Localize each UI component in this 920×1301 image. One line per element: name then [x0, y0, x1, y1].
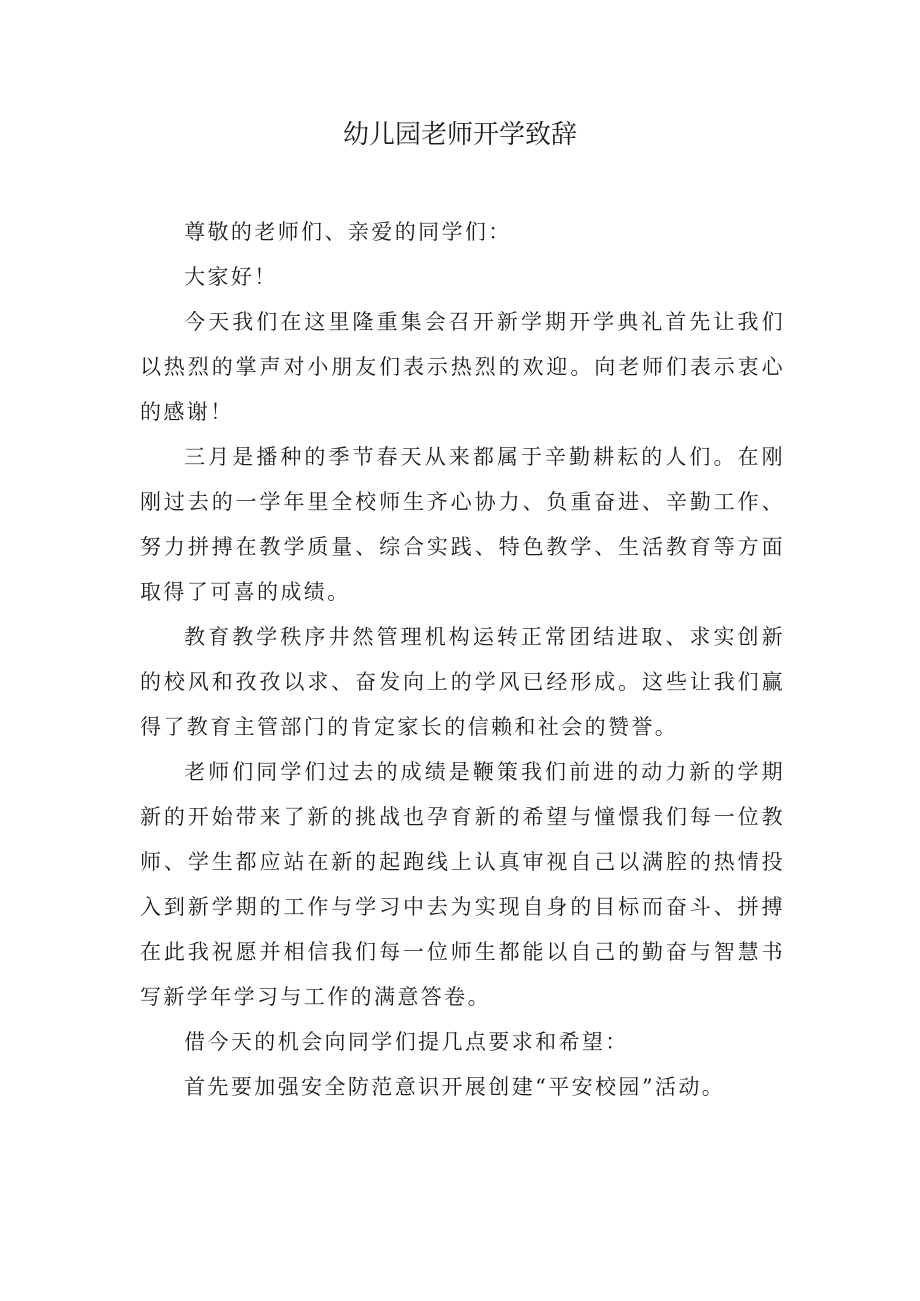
body-paragraph: 教育教学秩序井然管理机构运转正常团结进取、求实创新的校风和孜孜以求、奋发向上的学风已经形成。这些让我们赢得了教育主管部门的肯定家长的信赖和社会的赞誉。 [140, 625, 785, 739]
document-title: 幼儿园老师开学致辞 [342, 120, 577, 150]
body-paragraph: 今天我们在这里隆重集会召开新学期开学典礼首先让我们以热烈的掌声对小朋友们表示热烈的欢迎。向老师们表示衷心的感谢！ [140, 310, 785, 424]
hello-paragraph: 大家好！ [184, 265, 278, 289]
body-paragraph: 三月是播种的季节春天从来都属于辛勤耕耘的人们。在刚刚过去的一学年里全校师生齐心协力、负重奋进、辛勤工作、努力拼搏在教学质量、综合实践、特色教学、生活教育等方面取得了可喜的成绩。 [140, 445, 785, 604]
body-paragraph: 借今天的机会向同学们提几点要求和希望： [184, 1030, 629, 1054]
greeting-paragraph: 尊敬的老师们、亲爱的同学们： [184, 220, 512, 244]
body-paragraph: 老师们同学们过去的成绩是鞭策我们前进的动力新的学期新的开始带来了新的挑战也孕育新的希望与憧憬我们每一位教师、学生都应站在新的起跑线上认真审视自己以满腔的热情投入到新学期的工作与学习中去为实现自身的目标而奋斗、拼搏在此我祝愿并相信我们每一位师生都能以自己的勤奋与智慧书写新学年学习与工作的满意答卷。 [140, 760, 785, 1009]
body-paragraph: 首先要加强安全防范意识开展创建“平安校园”活动。 [184, 1075, 726, 1099]
document-body [140, 210, 785, 1110]
